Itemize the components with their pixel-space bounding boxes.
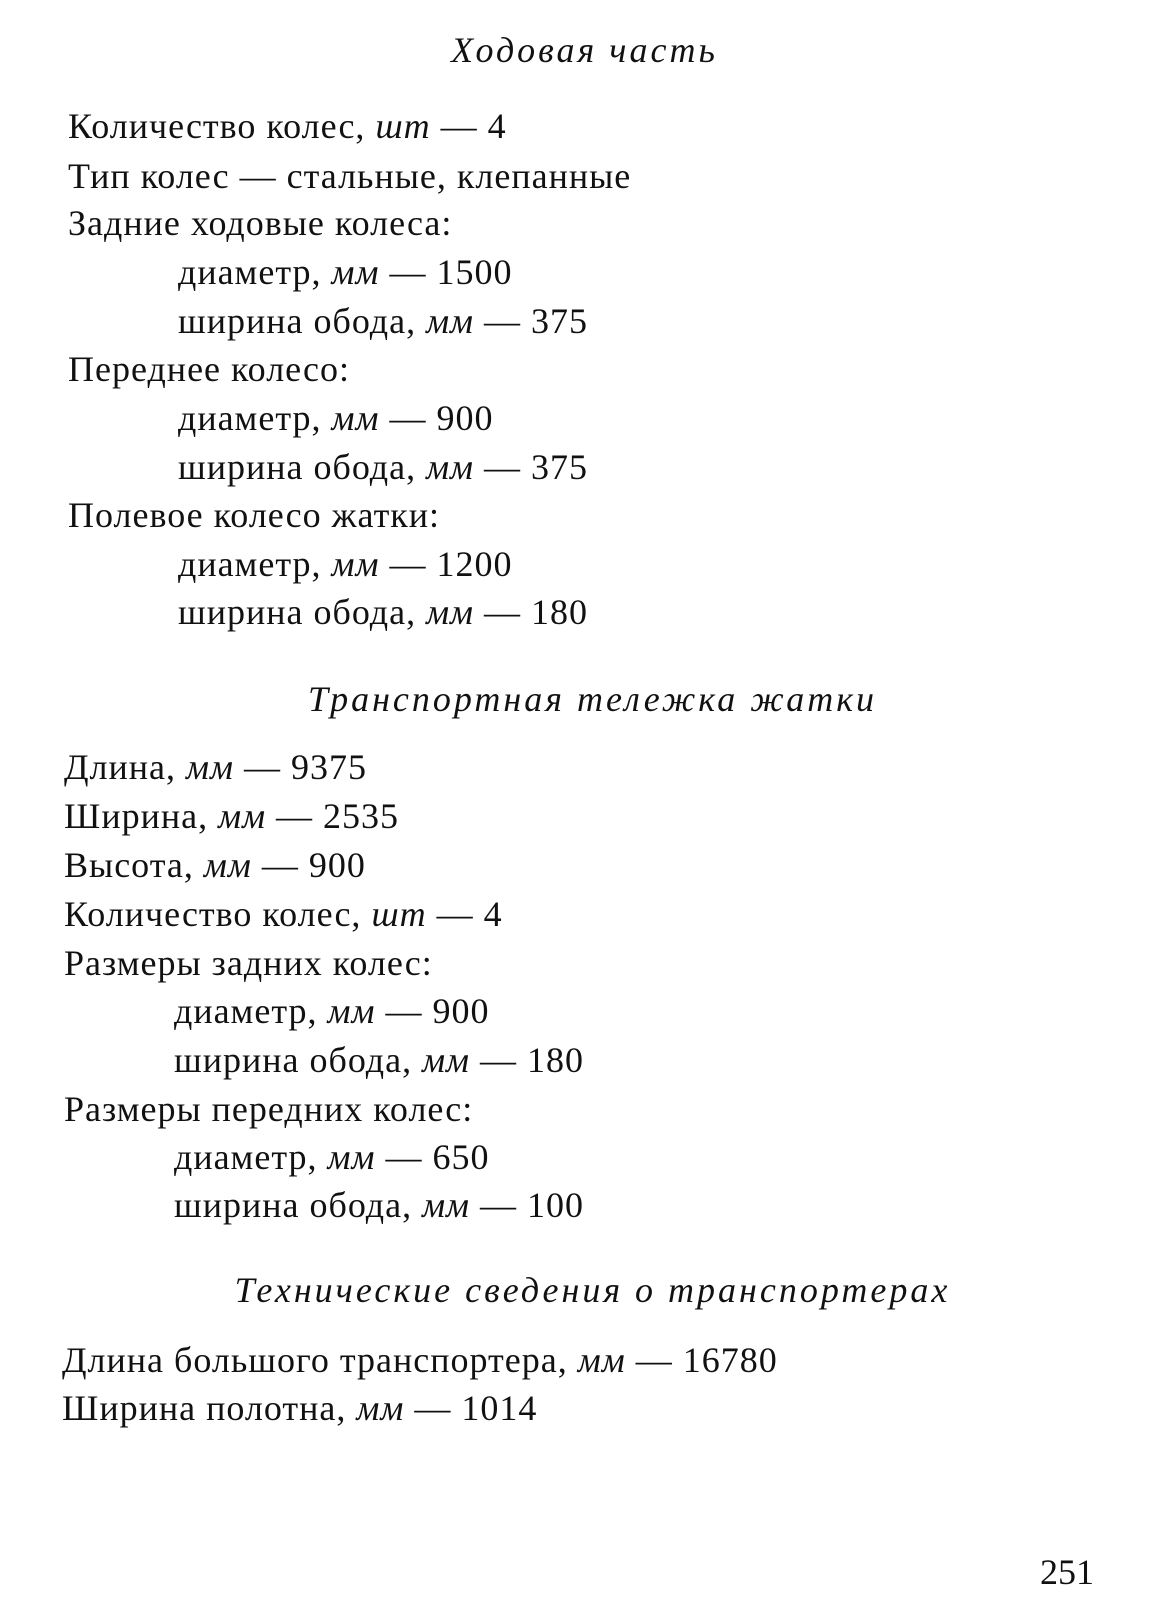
spec-line: ширина обода, мм — 100 <box>174 1185 585 1225</box>
spec-line: ширина обода, мм — 180 <box>174 1040 585 1080</box>
page-number: 251 <box>1040 1552 1094 1592</box>
spec-line: Задние ходовые колеса: <box>68 203 453 243</box>
spec-line: диаметр, мм — 1200 <box>178 544 513 584</box>
spec-line: Длина, мм — 9375 <box>64 747 367 787</box>
spec-line: Размеры передних колес: <box>64 1089 474 1129</box>
section-heading-conveyors: Технические сведения о транспортерах <box>234 1270 951 1310</box>
spec-line: диаметр, мм — 900 <box>178 398 494 438</box>
spec-line: Полевое колесо жатки: <box>68 495 441 535</box>
spec-line: ширина обода, мм — 180 <box>178 592 589 632</box>
spec-line: Количество колес, шт — 4 <box>64 894 503 934</box>
spec-line: диаметр, мм — 650 <box>174 1137 490 1177</box>
spec-line: Ширина, мм — 2535 <box>64 796 400 836</box>
spec-line: ширина обода, мм — 375 <box>178 301 589 341</box>
spec-line: Размеры задних колес: <box>64 943 433 983</box>
section-heading-transport-cart: Транспортная тележка жатки <box>307 679 878 719</box>
spec-line: ширина обода, мм — 375 <box>178 447 589 487</box>
spec-line: Высота, мм — 900 <box>64 845 366 885</box>
spec-line: Количество колес, шт — 4 <box>68 106 507 146</box>
section-heading-running-gear: Ходовая часть <box>451 30 718 70</box>
spec-line: диаметр, мм — 900 <box>174 991 490 1031</box>
spec-line: Тип колес — стальные, клепанные <box>68 156 632 196</box>
spec-line: диаметр, мм — 1500 <box>178 252 513 292</box>
spec-line: Переднее колесо: <box>68 349 351 389</box>
spec-line: Ширина полотна, мм — 1014 <box>62 1388 538 1428</box>
spec-line: Длина большого транспортера, мм — 16780 <box>62 1340 778 1380</box>
